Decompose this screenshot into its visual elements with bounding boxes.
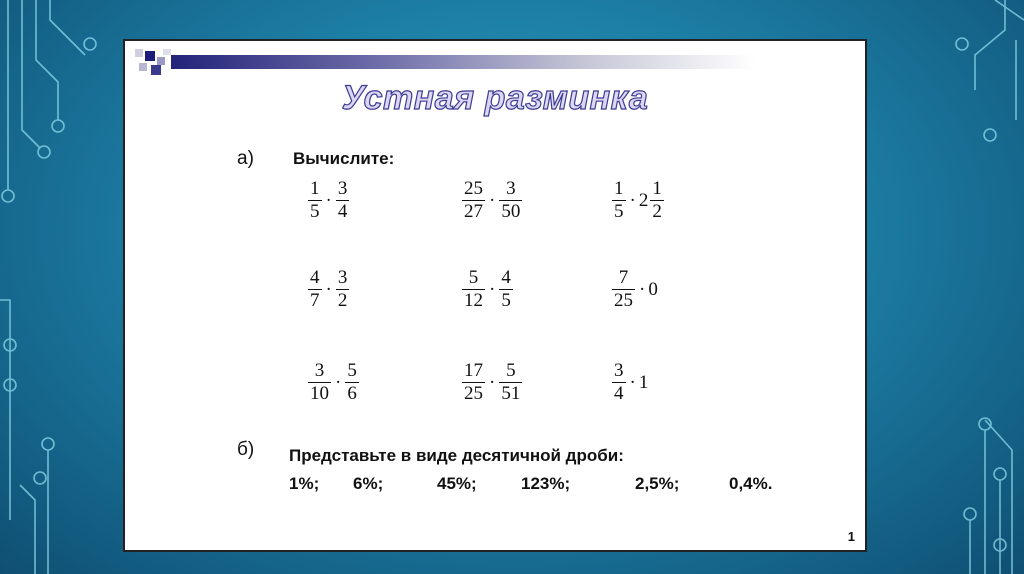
multiply-sign: · [325,278,332,300]
numerator: 3 [337,178,348,199]
fraction [462,179,485,223]
fraction [336,268,350,312]
numerator: 1 [652,178,662,199]
fraction [308,268,322,312]
slide-page [123,39,867,552]
part-a-marker: а) [237,148,254,169]
denominator: 2 [652,200,662,222]
fraction [612,179,626,223]
denominator: 51 [501,382,521,404]
expression [307,268,350,312]
expression [307,179,350,223]
expression [461,179,523,223]
numerator: 25 [464,178,483,199]
denominator: 5 [614,200,624,222]
numerator: 3 [314,360,325,381]
decorative-header-bar [135,49,755,75]
slide-title: Устная разминка [341,79,649,117]
denominator: 6 [347,382,357,404]
percent-item: 0,4%. [729,474,773,493]
denominator: 5 [310,200,320,222]
denominator: 2 [337,289,348,311]
numerator: 5 [347,360,357,381]
integer-factor: 0 [648,278,658,300]
multiply-sign: · [489,189,496,211]
numerator: 4 [501,267,511,288]
percent-item: 123%; [521,474,571,493]
expression [611,268,658,312]
denominator: 12 [464,289,483,311]
integer-factor: 1 [638,371,649,393]
numerator: 4 [310,267,320,288]
numerator: 5 [468,267,479,288]
mixed-whole-part: 2 [638,189,649,211]
percent-item: 6%; [353,474,384,493]
numerator: 5 [506,360,516,381]
denominator: 7 [310,289,320,311]
numerator: 7 [618,267,629,288]
numerator: 3 [337,267,348,288]
denominator: 25 [614,289,633,311]
fraction [336,179,350,223]
expression [461,361,523,405]
percent-item: 1%; [289,474,320,493]
multiply-sign: · [489,278,496,300]
numerator: 3 [506,178,516,199]
numerator: 3 [614,360,624,381]
fraction [462,268,485,312]
fraction [650,179,664,223]
fraction [462,361,485,405]
fraction [308,361,331,405]
multiply-sign: · [639,278,646,300]
multiply-sign: · [629,371,636,393]
part-b-marker: б) [237,439,255,460]
denominator: 27 [464,200,483,222]
denominator: 10 [310,382,329,404]
denominator: 4 [337,200,348,222]
multiply-sign: · [325,189,332,211]
fraction [612,268,635,312]
part-b-heading: Представьте в виде десятичной дроби: [289,446,624,465]
expression [611,361,648,405]
denominator: 25 [464,382,483,404]
percent-item: 2,5%; [635,474,680,493]
percent-item: 45%; [437,474,477,493]
fraction [308,179,322,223]
expression [461,268,514,312]
page-number: 1 [847,529,855,544]
denominator: 50 [501,200,521,222]
denominator: 5 [501,289,511,311]
expression [611,179,665,223]
fraction [499,268,513,312]
numerator: 17 [464,360,483,381]
fraction [499,179,522,223]
multiply-sign: · [489,371,496,393]
multiply-sign: · [629,189,636,211]
fraction [345,361,359,405]
numerator: 1 [310,178,320,199]
denominator: 4 [614,382,624,404]
part-a-heading: Вычислите: [293,149,395,168]
numerator: 1 [614,178,624,199]
multiply-sign: · [335,371,342,393]
expression [307,361,360,405]
fraction [499,361,522,405]
fraction [612,361,626,405]
